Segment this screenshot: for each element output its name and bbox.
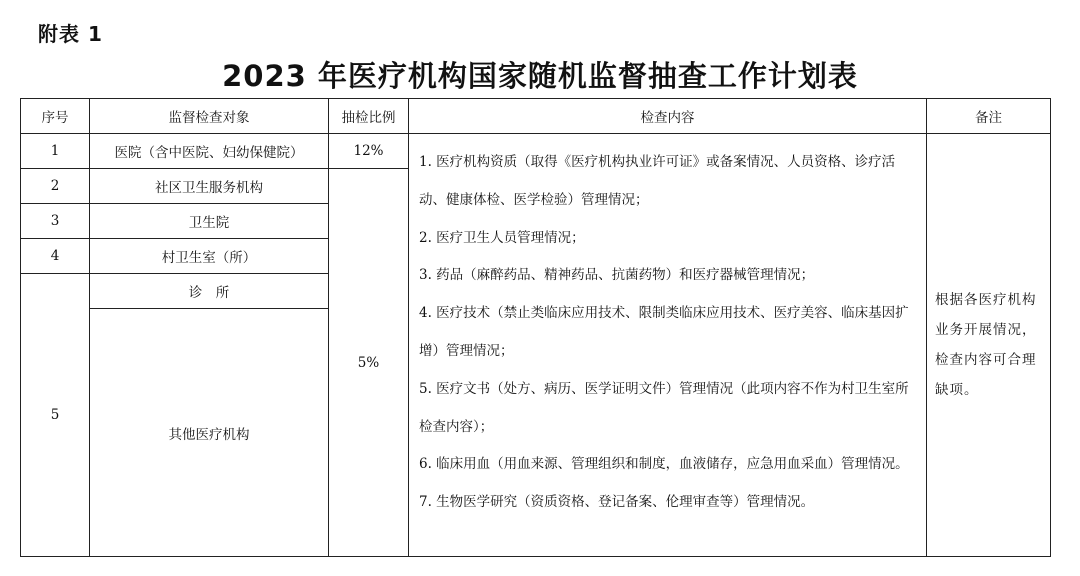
row-number: 2 [21,169,90,204]
inspection-target: 诊 所 [90,274,329,309]
sampling-ratio: 12% [329,134,409,169]
column-header-remark: 备注 [927,99,1051,134]
inspection-plan-table [20,98,1051,557]
column-header-ratio: 抽检比例 [329,99,409,134]
inspection-target: 社区卫生服务机构 [90,169,329,204]
row-number: 1 [21,134,90,169]
sampling-ratio: 5% [329,169,409,557]
content-item: 4. 医疗技术（禁止类临床应用技术、限制类临床应用技术、医疗美容、临床基因扩增）管理情况； [419,305,909,359]
row-number: 5 [21,274,90,557]
attachment-label: 附表 1 [38,22,103,46]
inspection-target: 其他医疗机构 [90,309,329,557]
inspection-target: 医院（含中医院、妇幼保健院） [90,134,329,169]
table-row [21,134,1051,169]
inspection-target: 卫生院 [90,204,329,239]
remark-cell: 根据各医疗机构业务开展情况，检查内容可合理缺项。 [927,134,1051,557]
content-item: 1. 医疗机构资质（取得《医疗机构执业许可证》或备案情况、人员资格、诊疗活动、健康体检、医学检验）管理情况； [419,154,896,208]
content-item: 2. 医疗卫生人员管理情况； [419,229,585,246]
inspection-content [409,134,927,557]
column-header-no: 序号 [21,99,90,134]
column-header-target: 监督检查对象 [90,99,329,134]
table-header-row [21,99,1051,134]
row-number: 4 [21,239,90,274]
content-item: 5. 医疗文书（处方、病历、医学证明文件）管理情况（此项内容不作为村卫生室所检查内容）； [419,380,909,435]
content-item: 7. 生物医学研究（资质资格、登记备案、伦理审查等）管理情况。 [419,494,815,511]
content-item: 6. 临床用血（用血来源、管理组织和制度，血液储存，应急用血采血）管理情况。 [419,456,909,473]
document-title: 2023 年医疗机构国家随机监督抽查工作计划表 [222,59,858,93]
row-number: 3 [21,204,90,239]
content-item: 3. 药品（麻醉药品、精神药品、抗菌药物）和医疗器械管理情况； [419,267,815,284]
column-header-content: 检查内容 [409,99,927,134]
inspection-target: 村卫生室（所） [90,239,329,274]
